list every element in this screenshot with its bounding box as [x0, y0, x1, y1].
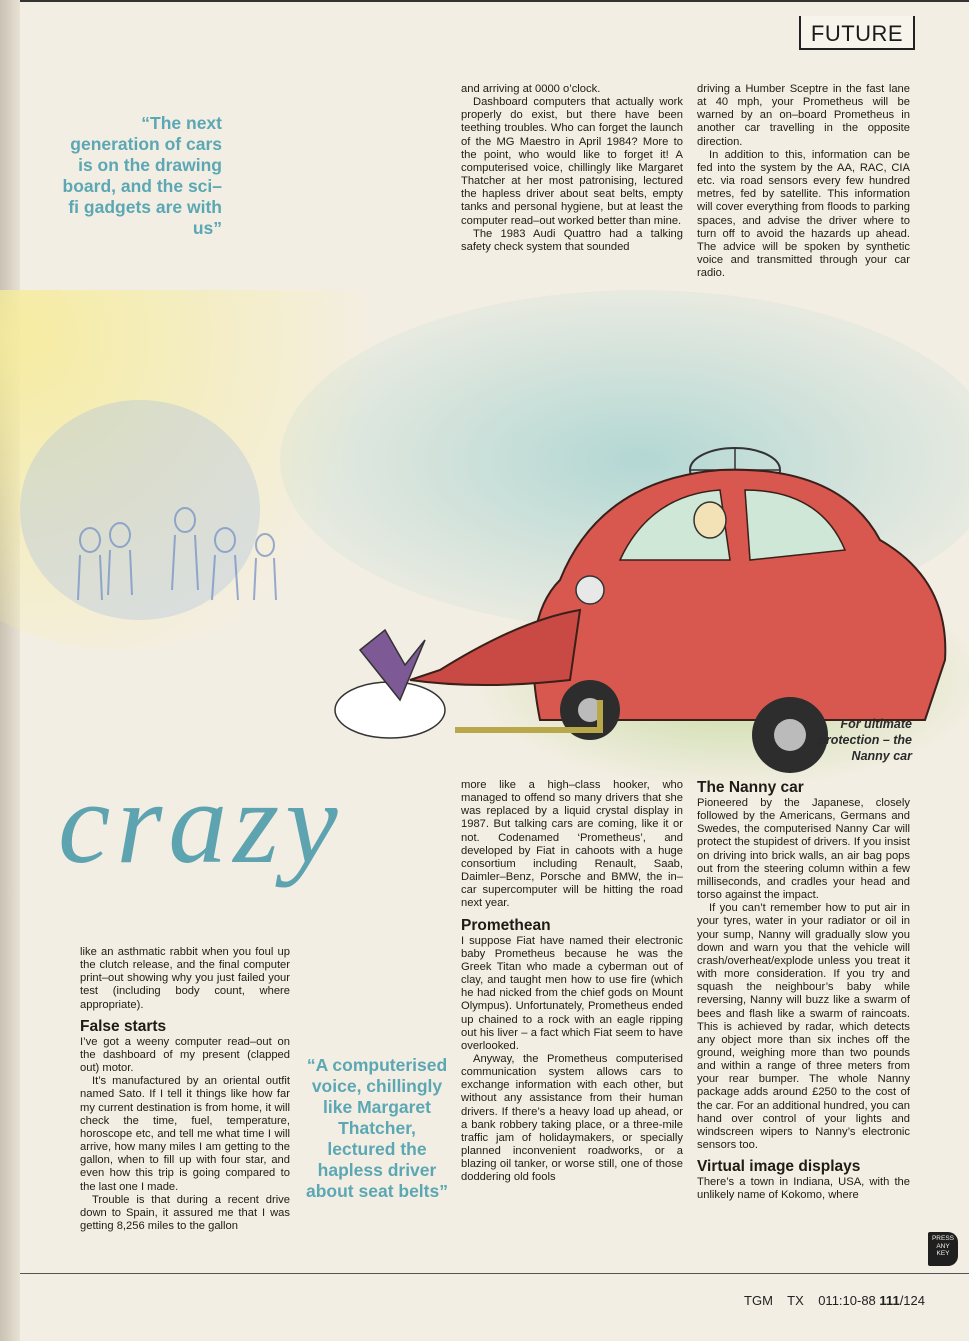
paragraph: Dashboard computers that actually work properly do exist, but there have been teething troubles. Who can forget the launch of the MG Maestro in April 1984? More to the point, who would like to forget it! A computerised voice, chillingly like Margaret Thatcher at her most patronising, lectured the hapless driver about seat belts, empty tanks and personal hygiene, but at least the computer read–out worked better than mine. [461, 96, 683, 227]
paragraph: like an asthmatic rabbit when you foul up the clutch release, and the final computer print–out showing why you just failed your test (including body count, where appropriate). [80, 946, 290, 1011]
press-any-key-badge: PRESS ANY KEY [928, 1232, 958, 1266]
page-footer [700, 1293, 925, 1308]
column-2-top [461, 83, 683, 254]
blue-wash [20, 400, 260, 620]
footer-page-total: /124 [899, 1293, 925, 1308]
paragraph: Pioneered by the Japanese, closely followed by the Americans, Germans and Swedes, the computerised Nanny Car will protect the stupidest of drivers. If you insist on driving into brick walls, an air bag pops out from the steering column within a few milliseconds, and cradles your head and torso against the impact. [697, 797, 910, 902]
car-beak [410, 610, 580, 685]
paragraph: driving a Humber Sceptre in the fast lane at 40 mph, your Prometheus will be warned by an on–board Prometheus in another car travelling in the opposite direction. [697, 83, 910, 148]
paragraph: Anyway, the Prometheus computerised communication system allows cars to exchange information with each other, but without any assistance from their human drivers. If there’s a heavy load up ahead, or a bank robbery taking place, or a three-mile traffic jam of holidaymakers, or specially planned inconvenient roadworks, or a blazing oil tanker, or worse still, one of those doddering old fools [461, 1052, 683, 1184]
top-rule [20, 0, 969, 2]
paragraph: I suppose Fiat have named their electronic baby Prometheus because he was the Greek Titan who made a cyberman out of clay, and taught men how to use fire (which he had nicked from the chief gods on Mount Olympus). Unfortunately, Prometheus ended up chained to a rock with an eagle ripping out his liver – a fact which Fiat seem to have overlooked. [461, 934, 683, 1052]
section-tag: FUTURE [799, 16, 915, 50]
paragraph: There’s a town in Indiana, USA, with the unlikely name of Kokomo, where [697, 1176, 910, 1202]
illustration-caption: For ultimate protection – the Nanny car [818, 717, 912, 763]
paragraph: If you can’t remember how to put air in your tyres, water in your radiator or oil in your sump, Nanny will gradually slow you down and warn you that the vehicle will crash/overheat/explode unless you treat it with more consideration. If you try and squash the neighbour’s baby while reversing, Nanny will buzz like a swarm of bees and flash like a swarm of raincoats. This is achieved by radar, which detects any object more than six inches off the ground, weighing more than two pounds and within a range of three meters from your rear bumper. The whole Nanny package adds around £250 to the cost of the car. For an additional hundred, you can hand over control of your lights and windscreen wipers to Nanny’s electronic sensors too. [697, 902, 910, 1152]
footer-section: TX [787, 1293, 804, 1308]
subheading: The Nanny car [697, 779, 804, 796]
paragraph: It’s manufactured by an oriental outfit named Sato. If I tell it things like how far my current destination is from home, it will check the time, fuel, temperature, horoscope etc, and tell me what time I will arrive, how many miles I am getting to the gallon, when to fill up with four star, and even how this trip is going compared to the last one I made. [80, 1075, 290, 1193]
title-word: crazy [58, 757, 344, 888]
footer-page-number: 111 [879, 1293, 900, 1308]
subheading: False starts [80, 1017, 167, 1035]
paragraph: In addition to this, information can be fed into the system by the AA, RAC, CIA etc. via road sensors every few hundred metres, fed by satellite. This information will cover everything from floods to parking spaces, and advise the driver where to turn off to avoid the hazards up ahead. The advice will be spoken by synthetic voice and transmitted through your car radio. [697, 148, 910, 280]
paragraph: I’ve got a weeny computer read–out on the dashboard of my present (clapped out) motor. [80, 1035, 290, 1075]
column-3-bottom [697, 779, 910, 1203]
pullquote-top: “The next generation of cars is on the drawing board, and the sci–fi gadgets are with us” [62, 113, 222, 238]
footer-rule [20, 1273, 969, 1274]
driver-head [694, 502, 726, 538]
column-2-bottom [461, 779, 683, 1185]
headlamp [576, 576, 604, 604]
column-1-bottom [80, 946, 290, 1233]
pullquote-bottom: “A computerised voice, chillingly like Margaret Thatcher, lectured the hapless driver about seat belts” [306, 1055, 448, 1201]
paragraph: Trouble is that during a recent drive down to Spain, it assured me that I was getting 8,256 miles to the gallon [80, 1193, 290, 1232]
white-glove [335, 682, 445, 738]
paragraph: and arriving at 0000 o’clock. [461, 83, 601, 95]
paragraph: more like a high–class hooker, who managed to offend so many drivers that she was replaced by a liquid crystal display in 1987. But talking cars are coming, like it or not. Codenamed ‘Prometheus’, and developed by Fiat in cahoots with a huge consortium including Renault, Saab, Daimler–Benz, Porsche and BMW, the in–car supercomputer will be hitting the road next year. [461, 779, 683, 910]
subheading: Promethean [461, 916, 551, 934]
subheading: Virtual image displays [697, 1158, 861, 1176]
column-3-top [697, 83, 910, 280]
paragraph: The 1983 Audi Quattro had a talking safety check system that sounded [461, 227, 683, 253]
footer-issue: 011:10-88 [818, 1293, 876, 1308]
footer-magazine: TGM [744, 1293, 773, 1308]
